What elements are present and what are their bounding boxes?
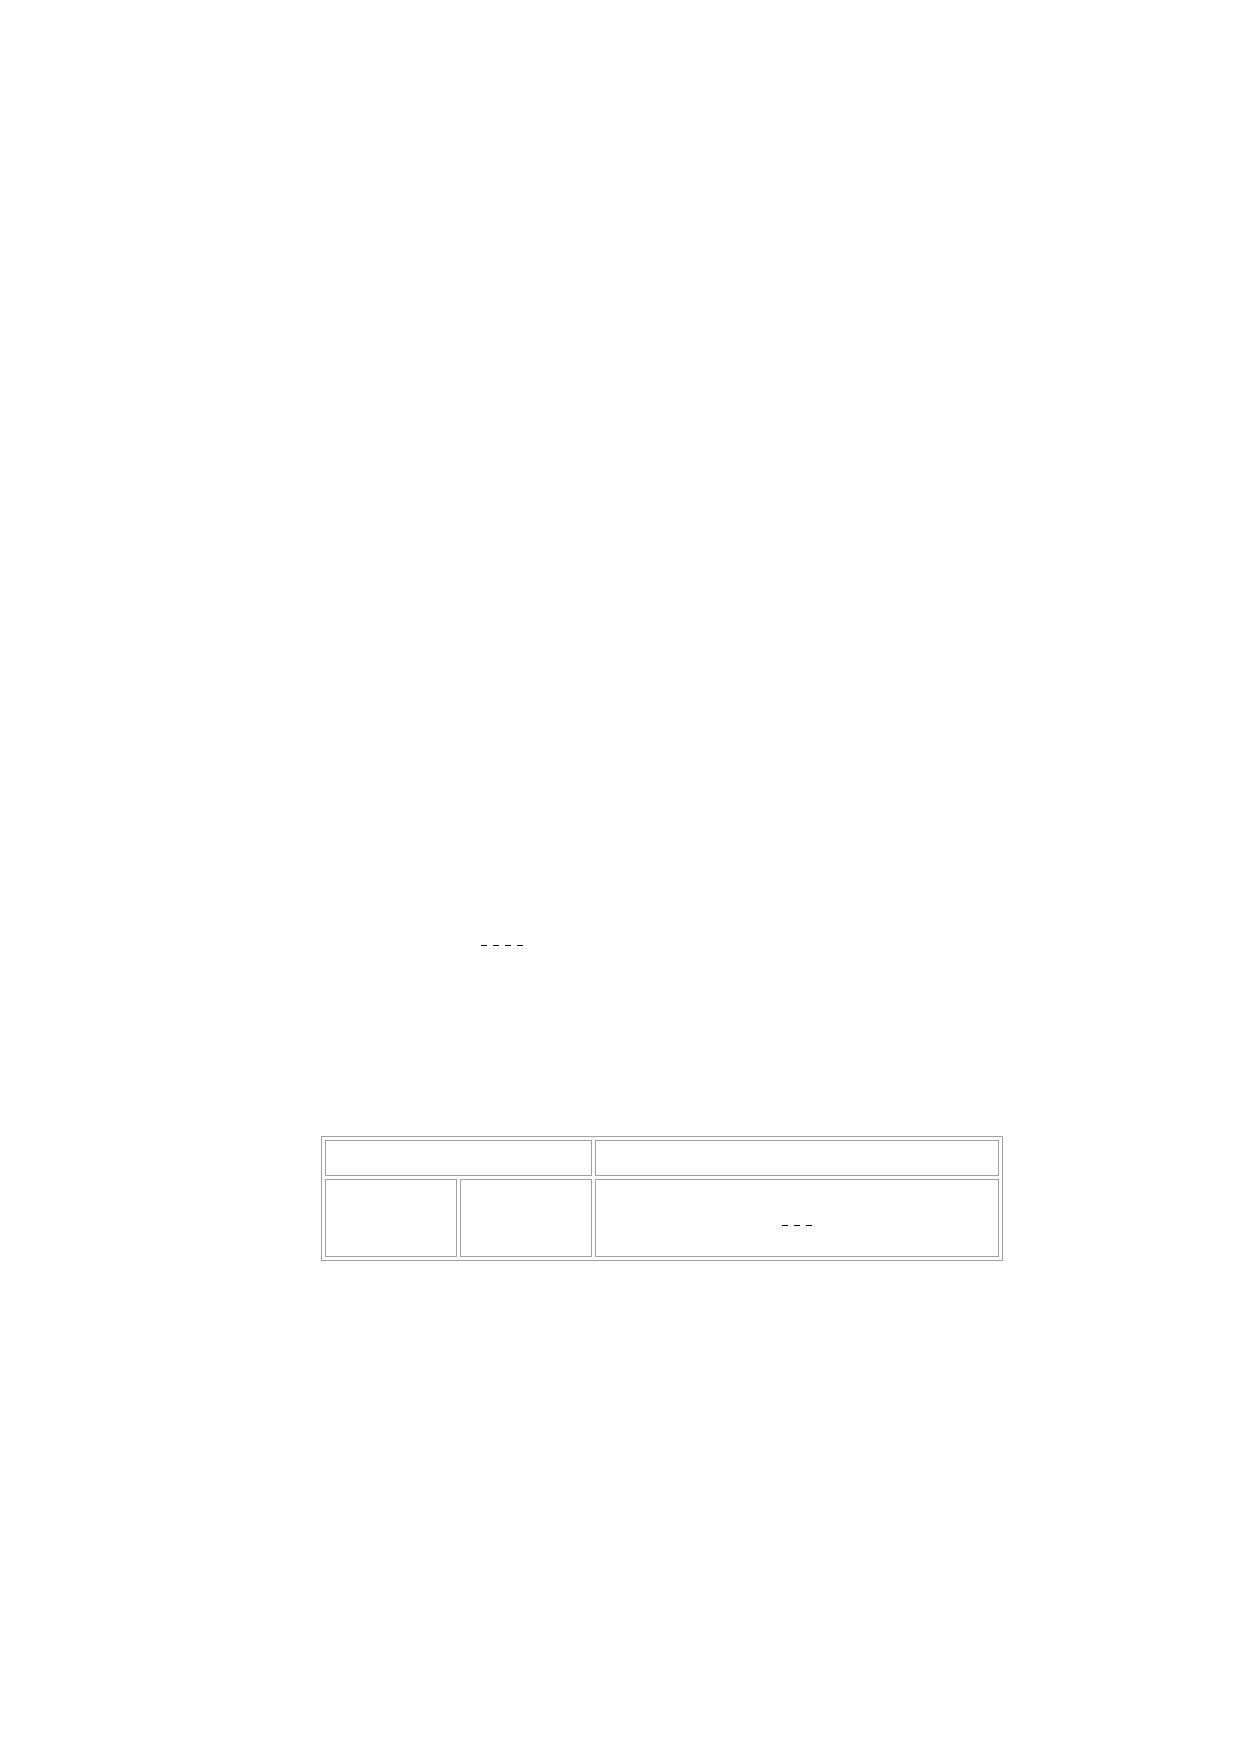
cell-result bbox=[595, 1179, 999, 1257]
formula-fraction bbox=[517, 945, 523, 946]
test-table bbox=[321, 1136, 1003, 1261]
series-formula bbox=[478, 945, 526, 946]
header-result bbox=[595, 1140, 999, 1176]
formula-fraction bbox=[505, 945, 511, 946]
cell-x bbox=[325, 1179, 457, 1257]
formula-fraction bbox=[493, 945, 499, 946]
formula-fraction bbox=[481, 945, 487, 946]
header-data bbox=[325, 1140, 592, 1176]
cell-n bbox=[460, 1179, 592, 1257]
